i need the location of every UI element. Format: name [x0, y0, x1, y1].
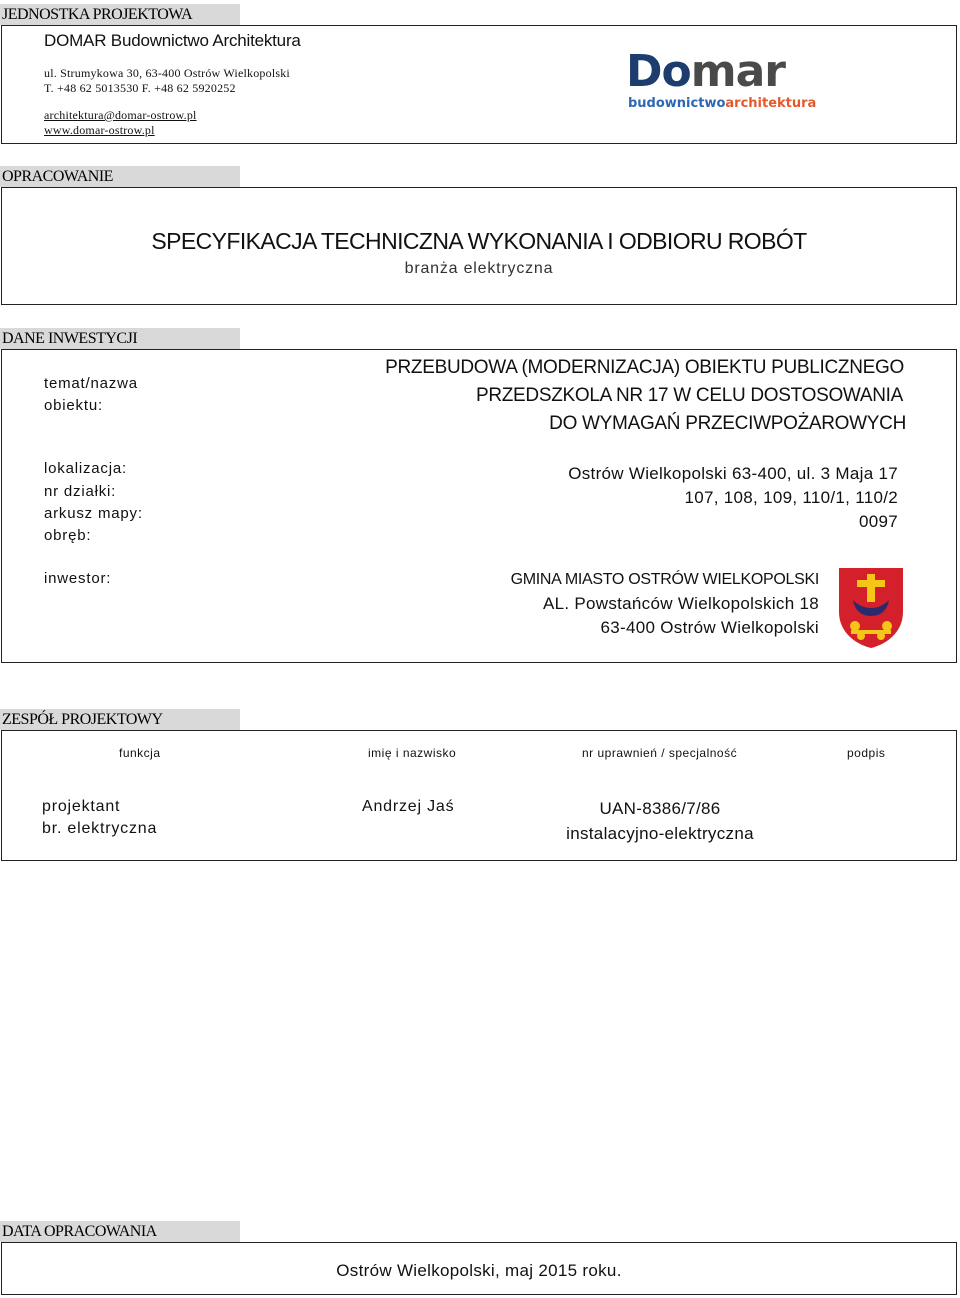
investment-box [1, 349, 957, 663]
section-header-design-unit: JEDNOSTKA PROJEKTOWA [0, 4, 240, 25]
logo-word-part2: mar [690, 46, 786, 97]
logo-word-part1: Do [626, 46, 691, 97]
domar-logo [626, 46, 786, 97]
team-row-function-line1: projektant [42, 798, 121, 815]
label-investor: inwestor: [44, 570, 112, 587]
team-row-name: Andrzej Jaś [362, 798, 455, 815]
date-text: Ostrów Wielkopolski, maj 2015 roku. [336, 1261, 622, 1280]
company-email-link[interactable]: architektura@domar-ostrow.pl [44, 108, 197, 122]
section-header-team: ZESPÓŁ PROJEKTOWY [0, 709, 240, 730]
location-value: Ostrów Wielkopolski 63-400, ul. 3 Maja 17 [568, 464, 898, 483]
company-website-link[interactable]: www.domar-ostrow.pl [44, 123, 155, 137]
label-precinct: obręb: [44, 527, 92, 544]
team-col-signature: podpis [847, 746, 886, 760]
investor-name: GMINA MIASTO OSTRÓW WIELKOPOLSKI [510, 571, 819, 588]
elaboration-box [1, 187, 957, 305]
project-title-line1: PRZEBUDOWA (MODERNIZACJA) OBIEKTU PUBLICZNEGO [385, 357, 904, 378]
team-col-function: funkcja [119, 746, 161, 760]
investor-street: AL. Powstańców Wielkopolskich 18 [542, 594, 819, 613]
team-col-license: nr uprawnień / specjalność [582, 746, 738, 760]
label-plot: nr działki: [44, 483, 117, 500]
company-phone: T. +48 62 5013530 F. +48 62 5920252 [44, 81, 236, 95]
coat-of-arms-icon [837, 566, 905, 650]
label-topic-line2: obiektu: [44, 397, 103, 414]
date-box [1, 1242, 957, 1295]
team-box [1, 730, 957, 861]
section-header-investment: DANE INWESTYCJI [0, 328, 240, 349]
precinct-value: 0097 [858, 512, 898, 531]
document-title: SPECYFIKACJA TECHNICZNA WYKONANIA I ODBIORU ROBÓT [151, 228, 807, 254]
label-map-sheet: arkusz mapy: [44, 505, 143, 522]
logo-tagline-part2: architektura [725, 96, 817, 111]
company-name: DOMAR Budownictwo Architektura [44, 31, 301, 50]
project-title-line2: PRZEDSZKOLA NR 17 W CELU DOSTOSOWANIA [475, 385, 903, 406]
label-topic-line1: temat/nazwa [44, 375, 138, 392]
team-col-name: imię i nazwisko [368, 746, 457, 760]
plots-value: 107, 108, 109, 110/1, 110/2 [684, 488, 898, 507]
logo-tagline-part1: budownictwo [628, 96, 726, 111]
label-location: lokalizacja: [44, 460, 127, 477]
domar-logo-tagline [628, 96, 816, 111]
team-row-license: UAN-8386/7/86 [599, 799, 721, 818]
company-address: ul. Strumykowa 30, 63-400 Ostrów Wielkopolski [44, 66, 290, 80]
team-row-specialty: instalacyjno-elektryczna [566, 824, 754, 843]
design-unit-box [1, 25, 957, 144]
team-row-function-line2: br. elektryczna [42, 820, 158, 837]
investor-city: 63-400 Ostrów Wielkopolski [600, 618, 819, 637]
project-title-line3: DO WYMAGAŃ PRZECIWPOŻAROWYCH [549, 413, 906, 434]
section-header-date: DATA OPRACOWANIA [0, 1221, 240, 1242]
document-subtitle: branża elektryczna [404, 260, 554, 277]
team-row-signature [832, 801, 912, 831]
section-header-elaboration: OPRACOWANIE [0, 166, 240, 187]
